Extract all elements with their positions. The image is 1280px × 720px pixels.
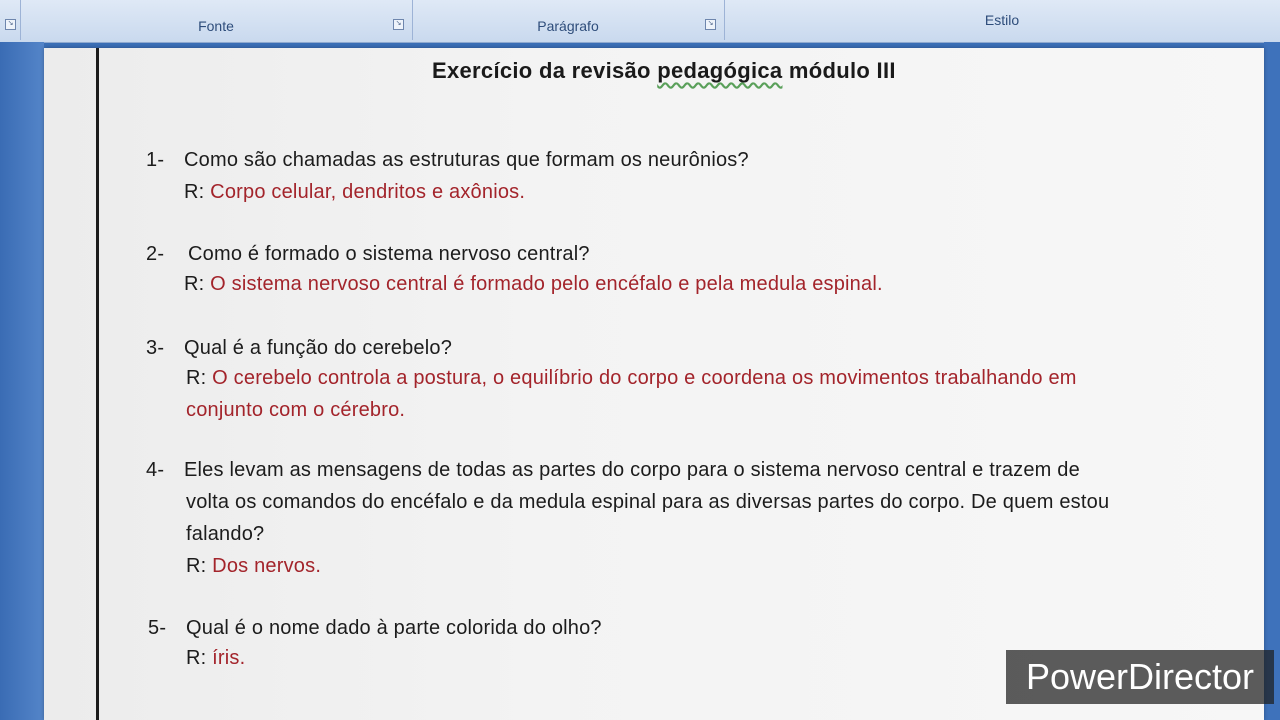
answer-text: Corpo celular, dendritos e axônios. — [210, 181, 526, 203]
ribbon-group-font — [20, 0, 413, 40]
answer-3 — [186, 362, 1077, 394]
answer-2 — [184, 268, 883, 300]
question-text-line-3: falando? — [186, 523, 265, 545]
question-number: 2- — [146, 243, 165, 265]
answer-prefix: R: — [186, 647, 207, 669]
answer-text: íris. — [212, 647, 246, 669]
document-title — [432, 58, 896, 84]
ribbon-group-style — [724, 0, 1280, 40]
clipboard-launcher-icon[interactable]: ↘ — [5, 19, 16, 30]
ribbon-group-clipboard — [0, 0, 21, 40]
question-text: Como são chamadas as estruturas que formam os neurônios? — [184, 149, 749, 171]
answer-5 — [186, 642, 245, 674]
ribbon-group-label-style: Estilo — [984, 12, 1020, 28]
paragraph-dialog-launcher-icon[interactable]: ↘ — [705, 19, 716, 30]
left-margin-strip — [0, 42, 44, 720]
question-text: Qual é a função do cerebelo? — [184, 337, 453, 359]
title-part-1: Exercício da revisão — [432, 58, 651, 83]
answer-3-line-2: conjunto com o cérebro. — [186, 399, 406, 421]
question-text-line-1: Eles levam as mensagens de todas as partes do corpo para o sistema nervoso central e trazem de — [184, 459, 1080, 481]
answer-1 — [184, 176, 525, 208]
question-number: 5- — [148, 617, 167, 639]
title-part-2: pedagógica — [657, 58, 783, 83]
ribbon-group-label-font: Fonte — [198, 18, 234, 34]
answer-prefix: R: — [186, 555, 207, 577]
answer-text-line-1: O cerebelo controla a postura, o equilíbrio do corpo e coordena os movimentos trabalhando em — [212, 367, 1077, 389]
question-4-line-2 — [186, 486, 1109, 518]
page-margin-line — [96, 48, 99, 720]
question-text: Como é formado o sistema nervoso central? — [188, 243, 590, 265]
question-number: 3- — [146, 337, 165, 359]
question-number: 4- — [146, 459, 165, 481]
ribbon-group-label-paragraph: Parágrafo — [537, 18, 599, 34]
right-frame-strip — [1264, 42, 1280, 720]
answer-4 — [186, 550, 321, 582]
question-number: 1- — [146, 149, 165, 171]
title-part-3: módulo III — [788, 58, 896, 83]
answer-text: O sistema nervoso central é formado pelo encéfalo e pela medula espinal. — [210, 273, 883, 295]
answer-text: Dos nervos. — [212, 555, 322, 577]
question-text: Qual é o nome dado à parte colorida do olho? — [186, 617, 602, 639]
ribbon-group-paragraph — [412, 0, 725, 40]
answer-prefix: R: — [184, 273, 205, 295]
answer-prefix: R: — [184, 181, 205, 203]
question-text-line-2: volta os comandos do encéfalo e da medula espinal para as diversas partes do corpo. De quem estou — [186, 491, 1110, 513]
question-4-line-3 — [186, 518, 264, 550]
powerdirector-watermark: PowerDirector — [1006, 650, 1274, 704]
ribbon-bar — [0, 0, 1280, 43]
font-dialog-launcher-icon[interactable]: ↘ — [393, 19, 404, 30]
answer-prefix: R: — [186, 367, 207, 389]
